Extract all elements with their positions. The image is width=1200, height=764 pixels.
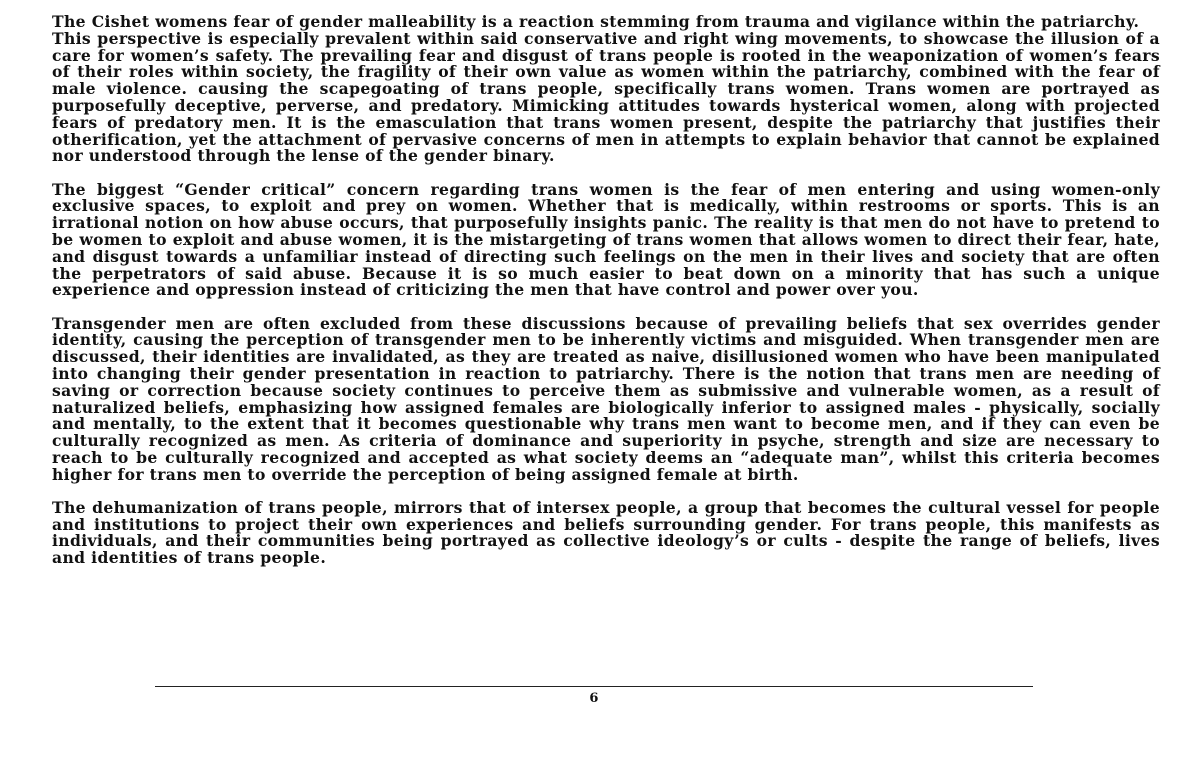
footer-divider	[155, 686, 1033, 687]
paragraph-conservative-movements: This perspective is especially prevalent within said conservative and right wing movements, to showcase the illusion of a care for women’s safety. The prevailing fear and disgust of trans people is rooted in the weaponization of women’s fears of their roles within society, the fragility of their own value as women within the patriarchy, combined with the fear of male violence. causing the scapegoating of trans people, specifically trans women. Trans women are portrayed as purposefully deceptive, perverse, and predatory. Mimicking attitudes towards hysterical women, along with projected fears of predatory men. It is the emasculation that trans women present, despite the patriarchy that justifies their otherification, yet the attachment of pervasive concerns of men in attempts to explain behavior that cannot be explained nor understood through the lense of the gender binary.	[52, 28, 1160, 166]
paragraph-intro-heading: The Cishet womens fear of gender malleability is a reaction stemming from trauma and vigilance within the patriarchy.	[52, 12, 1140, 31]
document-page	[52, 14, 1160, 567]
paragraph-dehumanization: The dehumanization of trans people, mirrors that of intersex people, a group that becomes the cultural vessel for people and institutions to project their own experiences and beliefs surrounding gender. For trans people, this manifests as individuals, and their communities being portrayed as collective ideology’s or cults - despite the range of beliefs, lives and identities of trans people.	[52, 497, 1160, 568]
page-number: 6	[589, 691, 599, 706]
paragraph-transgender-men: Transgender men are often excluded from these discussions because of prevailing beliefs that sex overrides gender identity, causing the perception of transgender men to be inherently victims and misguided. When transgender men are discussed, their identities are invalidated, as they are treated as naive, disillusioned women who have been manipulated into changing their gender presentation in reaction to patriarchy. There is the notion that trans men are needing of saving or correction because society continues to perceive them as submissive and vulnerable women, as a result of naturalized beliefs, emphasizing how assigned females are biologically inferior to assigned males - physically, socially and mentally, to the extent that it becomes questionable why trans men want to become men, and if they can even be culturally recognized as men. As criteria of dominance and superiority in psyche, strength and size are necessary to reach to be culturally recognized and accepted as what society deems an “adequate man”, whilst this criteria becomes higher for trans men to override the perception of being assigned female at birth.	[52, 313, 1160, 484]
paragraph-gender-critical-concern: The biggest “Gender critical” concern regarding trans women is the fear of men entering and using women-only exclusive spaces, to exploit and prey on women. Whether that is medically, within restrooms or sports. This is an irrational notion on how abuse occurs, that purposefully insights panic. The reality is that men do not have to pretend to be women to exploit and abuse women, it is the mistargeting of trans women that allows women to direct their fear, hate, and disgust towards a unfamiliar instead of directing such feelings on the men in their lives and society that are often the perpetrators of said abuse. Because it is so much easier to beat down on a minority that has such a unique experience and oppression instead of criticizing the men that have control and power over you.	[52, 179, 1160, 300]
